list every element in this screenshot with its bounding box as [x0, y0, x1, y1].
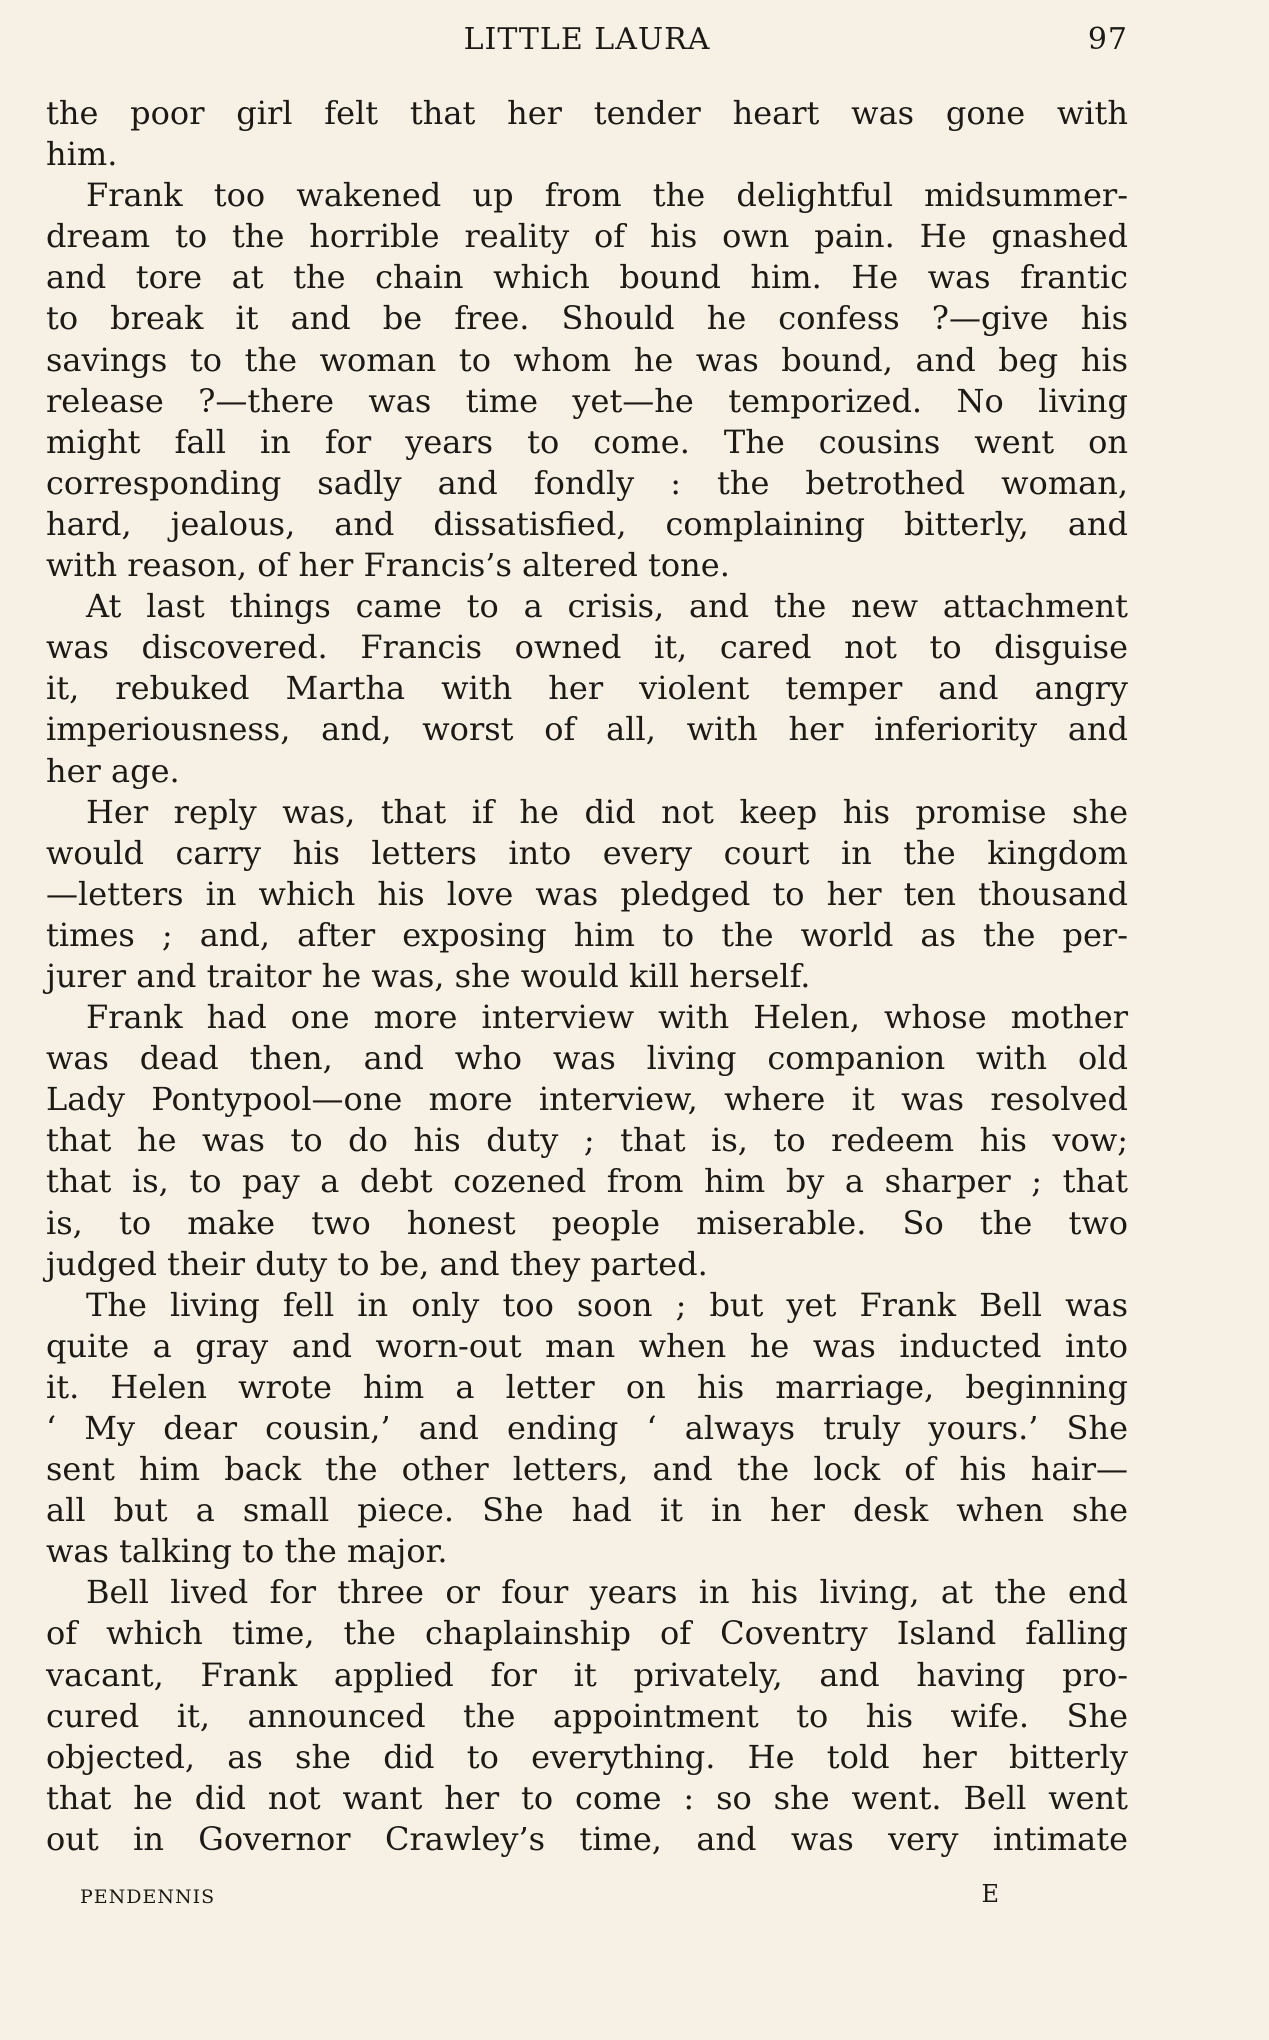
text-line: Frank had one more interview with Helen, whose mother: [86, 998, 1128, 1037]
text-line: was dead then, and who was living companion with old: [46, 1039, 1128, 1078]
text-line: sent him back the other letters, and the lock of his hair—: [46, 1450, 1128, 1489]
text-line: it, rebuked Martha with her violent temper and angry: [46, 669, 1128, 708]
text-line: dream to the horrible reality of his own pain. He gnashed: [46, 217, 1128, 256]
text-line: to break it and be free. Should he confess ?—give his: [46, 299, 1128, 338]
text-line: that is, to pay a debt cozened from him by a sharper ; that: [46, 1162, 1128, 1201]
page-footer: [80, 1880, 1000, 1920]
text-line: was talking to the major.: [46, 1532, 448, 1571]
body-text: [46, 93, 1128, 1860]
text-line: is, to make two honest people miserable. So the two: [46, 1203, 1128, 1242]
text-line: Frank too wakened up from the delightful midsummer-: [86, 176, 1128, 215]
text-line: judged their duty to be, and they parted.: [46, 1244, 708, 1283]
text-line: imperiousness, and, worst of all, with her inferiority and: [46, 710, 1128, 749]
text-line: Her reply was, that if he did not keep his promise she: [86, 792, 1128, 831]
text-line: quite a gray and worn-out man when he was inducted into: [46, 1326, 1128, 1365]
text-line: ‘ My dear cousin,’ and ending ‘ always truly yours.’ She: [46, 1409, 1128, 1447]
text-line: the poor girl felt that her tender heart was gone with: [46, 94, 1128, 132]
text-line: and tore at the chain which bound him. He was frantic: [46, 258, 1128, 297]
text-line: that he was to do his duty ; that is, to redeem his vow;: [46, 1121, 1128, 1160]
text-line: corresponding sadly and fondly : the betrothed woman,: [46, 463, 1128, 502]
text-line: was discovered. Francis owned it, cared not to disguise: [46, 628, 1128, 667]
text-line: cured it, announced the appointment to his wife. She: [46, 1696, 1128, 1735]
page-number: 97: [1087, 22, 1128, 57]
text-line: with reason, of her Francis’s altered tone.: [46, 546, 730, 585]
running-title: LITTLE LAURA: [463, 22, 711, 57]
text-line: times ; and, after exposing him to the world as the per-: [46, 915, 1128, 954]
text-line: At last things came to a crisis, and the new attachment: [86, 587, 1128, 626]
text-line: The living fell in only too soon ; but yet Frank Bell was: [86, 1285, 1128, 1324]
running-head: [46, 22, 1128, 62]
text-line: savings to the woman to whom he was bound, and beg his: [46, 340, 1128, 379]
signature-catchword: PENDENNIS: [80, 1886, 216, 1908]
text-line: Bell lived for three or four years in his living, at the end: [86, 1573, 1128, 1612]
text-line: hard, jealous, and dissatisfied, complaining bitterly, and: [46, 504, 1128, 543]
text-line: all but a small piece. She had it in her desk when she: [46, 1491, 1128, 1530]
signature-mark: E: [981, 1880, 1000, 1908]
text-line: of which time, the chaplainship of Coventry Island falling: [46, 1614, 1128, 1653]
text-line: out in Governor Crawley’s time, and was very intimate: [46, 1819, 1128, 1858]
text-line: would carry his letters into every court in the kingdom: [46, 833, 1128, 872]
text-line: vacant, Frank applied for it privately, and having pro-: [46, 1655, 1128, 1694]
text-line: release ?—there was time yet—he temporized. No living: [46, 381, 1128, 420]
text-line: objected, as she did to everything. He told her bitterly: [46, 1737, 1128, 1776]
text-line: it. Helen wrote him a letter on his marriage, beginning: [46, 1367, 1128, 1406]
text-line: Lady Pontypool—one more interview, where it was resolved: [46, 1080, 1128, 1119]
text-line: her age.: [46, 751, 180, 790]
text-line: that he did not want her to come : so she went. Bell went: [46, 1778, 1128, 1817]
text-line: might fall in for years to come. The cousins went on: [46, 422, 1128, 461]
text-line: —letters in which his love was pledged to her ten thousand: [46, 874, 1128, 913]
text-line: jurer and traitor he was, she would kill herself.: [46, 956, 811, 995]
text-line: him.: [46, 135, 118, 174]
